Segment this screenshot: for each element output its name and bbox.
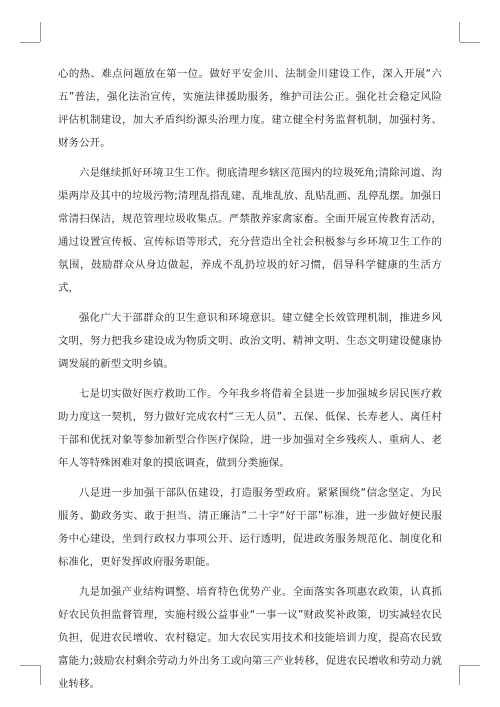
crop-mark-top-right bbox=[459, 22, 460, 42]
paragraph: 九是加强产业结构调整、培育特色优势产业。全面落实各项惠农政策，认真抓好农民负担监督管理，实施村级公益事业“一事一议”财政奖补政策，切实减轻农民负担，促进农民增收、农村稳定。加大农民实用技术和技能培训力度，提高农民致富能力;鼓励农村剩余劳动力外出务工或向第三产业转移，促进农民增收和劳动力就业转移。 bbox=[58, 585, 442, 691]
crop-mark-top-right bbox=[460, 42, 480, 43]
crop-mark-bottom-left bbox=[20, 665, 40, 666]
crop-mark-bottom-left bbox=[40, 665, 41, 685]
paragraph: 心的热、难点问题放在第一位。做好平安金川、法制金川建设工作，深入开展“六五”普法，强化法治宣传，实施法律援助服务，维护司法公正。强化社会稳定风险评估机制建设，加大矛盾纠纷源头治理力度。建立健全村务监督机制，加强村务、财务公开。 bbox=[58, 68, 442, 150]
crop-mark-top-left bbox=[20, 42, 40, 43]
crop-mark-bottom-right bbox=[460, 665, 480, 666]
paragraph: 六是继续抓好环境卫生工作。彻底清理乡辖区范围内的垃圾死角;清除河道、沟渠两岸及其中的垃圾污物;清理乱搭乱建、乱堆乱放、乱贴乱画、乱停乱摆。加强日常清扫保洁，规范管理垃圾收集点。严禁散养家禽家畜。全面开展宣传教育活动，通过设置宣传板、宣传标语等形式，充分营造出全社会积极参与乡环境卫生工作的氛围，鼓励群众从身边做起，养成不乱扔垃圾的好习惯，倡导科学健康的生活方式， bbox=[58, 166, 442, 295]
document-body bbox=[58, 63, 442, 703]
paragraph: 强化广大干部群众的卫生意识和环境意识。建立健全长效管理机制，推进乡风文明，努力把我乡建设成为物质文明、政治文明、精神文明、生态文明建设健康协调发展的新型文明乡镇。 bbox=[58, 312, 442, 371]
paragraph: 七是切实做好医疗救助工作。今年我乡将借着全县进一步加强城乡居民医疗救助力度这一契机，努力做好完成农村“三无人员”、五保、低保、长寿老人、离任村干部和优抚对象等参加新型合作医疗保险，进一步加强对全乡残疾人、重病人、老年人等特殊困难对象的摸底调查，做到分类施保。 bbox=[58, 388, 442, 470]
crop-mark-top-left bbox=[40, 22, 41, 42]
crop-mark-bottom-right bbox=[459, 665, 460, 685]
paragraph: 八是进一步加强干部队伍建设，打造服务型政府。紧紧围绕“信念坚定、为民服务、勤政务实、敢于担当、清正廉洁”二十字“好干部”标准，进一步做好便民服务中心建设，坐到行政权力事项公开、运行透明，促进政务服务规范化、制度化和标准化，更好发挥政府服务职能。 bbox=[58, 486, 442, 569]
